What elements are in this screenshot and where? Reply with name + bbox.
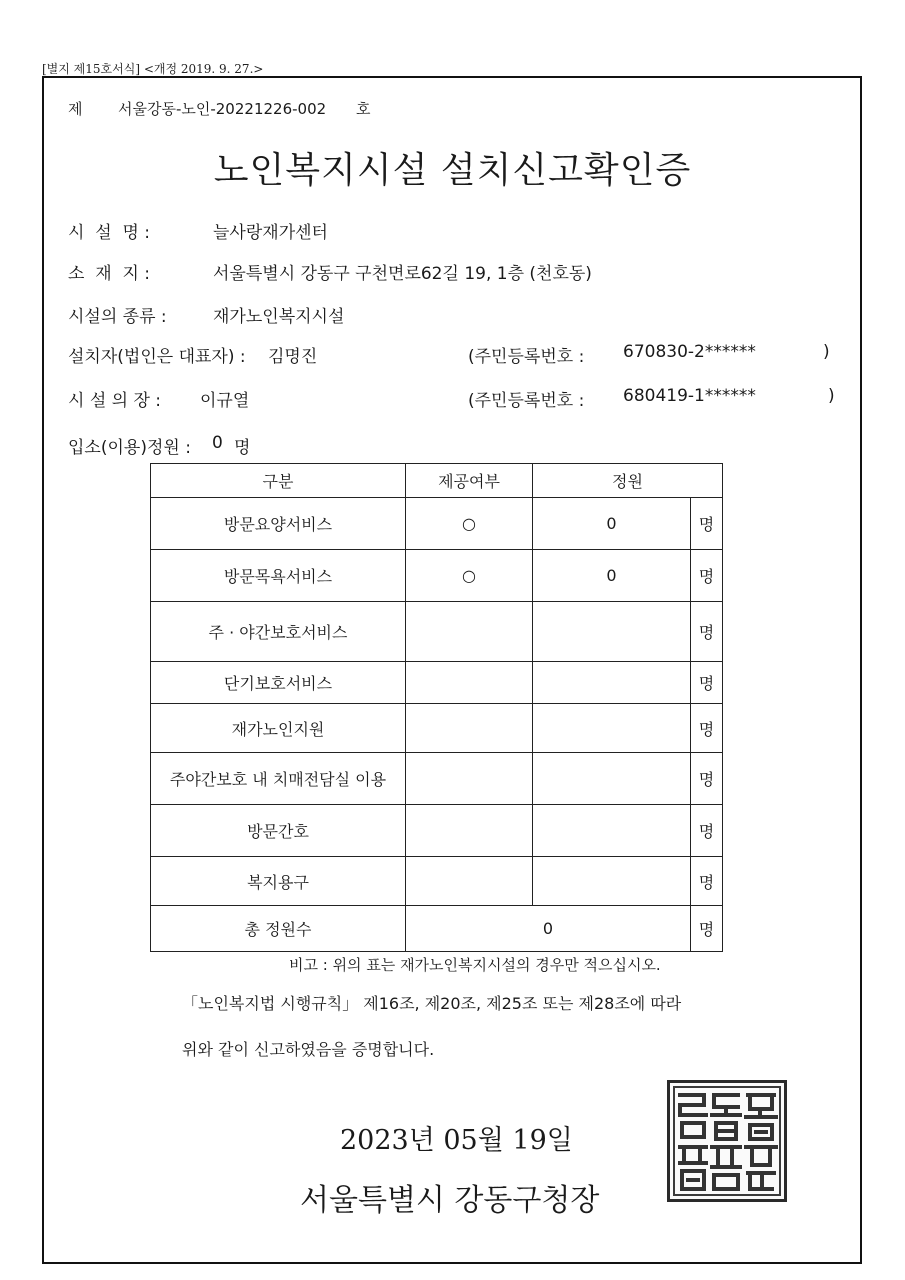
doc-number-suffix: 호 — [356, 100, 371, 118]
provided-mark — [406, 662, 533, 704]
location-label: 소 재 지 : — [68, 264, 151, 284]
table-row — [151, 805, 723, 857]
form-number: [별지 제15호서식] <개정 2019. 9. 27.> — [42, 62, 264, 76]
issue-date: 2023년 05월 19일 — [340, 1125, 573, 1156]
location: 서울특별시 강동구 구천면로62길 19, 1층 (천호동) — [213, 264, 592, 284]
unit-cell: 명 — [691, 662, 723, 704]
issuer-name: 서울특별시 강동구청장 — [300, 1183, 600, 1218]
official-seal-icon — [667, 1080, 787, 1202]
header-category: 구분 — [151, 464, 406, 498]
doc-number: 서울강동-노인-20221226-002 — [118, 100, 327, 118]
service-name: 재가노인지원 — [151, 704, 406, 753]
facility-name: 늘사랑재가센터 — [213, 223, 328, 243]
capacity-cell: 0 — [533, 550, 691, 602]
table-row — [151, 857, 723, 906]
founder-rrn-close: ) — [823, 342, 830, 362]
seal-graphic — [670, 1083, 784, 1199]
statement-line-2: 위와 같이 신고하였음을 증명합니다. — [182, 1040, 435, 1059]
capacity-cell — [533, 662, 691, 704]
table-row — [151, 662, 723, 704]
provided-mark — [406, 602, 533, 662]
provided-mark — [406, 805, 533, 857]
capacity-cell — [533, 753, 691, 805]
service-capacity-table — [150, 463, 722, 951]
table-total-row — [151, 906, 723, 952]
total-label: 총 정원수 — [151, 906, 406, 952]
service-name: 복지용구 — [151, 857, 406, 906]
total-value: 0 — [406, 906, 691, 952]
provided-mark — [406, 857, 533, 906]
founder-name: 김명진 — [268, 347, 318, 367]
header-capacity: 정원 — [533, 464, 723, 498]
provided-mark: ○ — [406, 550, 533, 602]
unit-cell: 명 — [691, 602, 723, 662]
capacity-cell — [533, 857, 691, 906]
unit-cell: 명 — [691, 498, 723, 550]
capacity-label: 입소(이용)정원 : — [68, 438, 191, 458]
service-name: 주 · 야간보호서비스 — [151, 602, 406, 662]
head-label: 시 설 의 장 : — [68, 391, 162, 411]
table-header-row — [151, 464, 723, 498]
table-row — [151, 704, 723, 753]
table-row — [151, 753, 723, 805]
type-label: 시설의 종류 : — [68, 307, 167, 327]
capacity-value: 0 — [212, 433, 223, 453]
provided-mark — [406, 753, 533, 805]
table-row — [151, 550, 723, 602]
table-row — [151, 602, 723, 662]
provided-mark — [406, 704, 533, 753]
unit-cell: 명 — [691, 753, 723, 805]
capacity-cell — [533, 602, 691, 662]
service-name: 방문목욕서비스 — [151, 550, 406, 602]
doc-number-prefix: 제 — [68, 100, 83, 118]
statement-line-1: 「노인복지법 시행규칙」 제16조, 제20조, 제25조 또는 제28조에 따라 — [182, 994, 682, 1013]
table-row — [151, 498, 723, 550]
unit-cell: 명 — [691, 704, 723, 753]
total-unit: 명 — [691, 906, 723, 952]
provided-mark: ○ — [406, 498, 533, 550]
facility-type: 재가노인복지시설 — [213, 307, 345, 327]
service-name: 방문간호 — [151, 805, 406, 857]
unit-cell: 명 — [691, 550, 723, 602]
founder-label: 설치자(법인은 대표자) : — [68, 347, 246, 367]
header-provided: 제공여부 — [406, 464, 533, 498]
service-name: 주야간보호 내 치매전담실 이용 — [151, 753, 406, 805]
founder-rrn-label: (주민등록번호 : — [468, 347, 585, 367]
table-note: 비고 : 위의 표는 재가노인복지시설의 경우만 적으십시오. — [289, 956, 661, 974]
facility-name-label: 시 설 명 : — [68, 223, 151, 243]
head-rrn: 680419-1****** — [623, 386, 756, 406]
service-name: 방문요양서비스 — [151, 498, 406, 550]
service-name: 단기보호서비스 — [151, 662, 406, 704]
head-rrn-close: ) — [828, 386, 835, 406]
page-title: 노인복지시설 설치신고확인증 — [213, 150, 692, 191]
capacity-cell — [533, 805, 691, 857]
capacity-cell — [533, 704, 691, 753]
head-rrn-label: (주민등록번호 : — [468, 391, 585, 411]
head-name: 이규열 — [200, 391, 250, 411]
unit-cell: 명 — [691, 857, 723, 906]
capacity-cell: 0 — [533, 498, 691, 550]
unit-cell: 명 — [691, 805, 723, 857]
capacity-unit: 명 — [234, 438, 251, 458]
founder-rrn: 670830-2****** — [623, 342, 756, 362]
